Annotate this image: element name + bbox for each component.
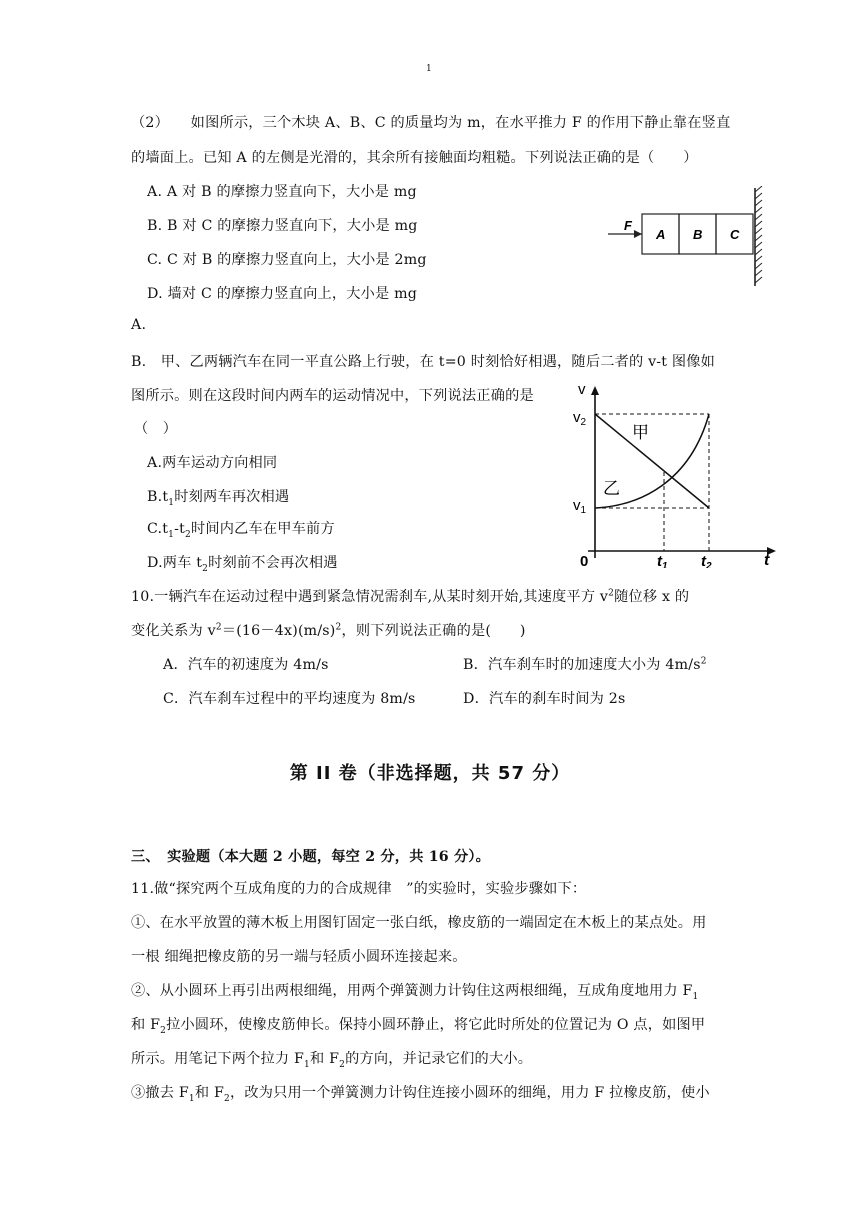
q11-step2-line3: 所示。用笔记下两个拉力 $F_1$和 $F_2$的方向，并记录它们的大小。 xyxy=(131,1051,533,1070)
block-wall-figure xyxy=(606,186,770,288)
section3-heading: 三、 实验题（本大题 2 小题，每空 2 分，共 16 分）。 xyxy=(131,849,491,865)
v-axis-label: v xyxy=(578,382,586,398)
q10-stem-line1: 10.一辆汽车在运动过程中遇到紧急情况需刹车,从某时刻开始,其速度平方 $v^2$随位移 x 的 xyxy=(131,588,690,605)
v-axis-arrow xyxy=(591,386,599,395)
q9-option-a: A.两车运动方向相同 xyxy=(147,455,278,471)
q2-stem-line2: 的墙面上。已知 A 的左侧是光滑的，其余所有接触面均粗糙。下列说法正确的是（ ） xyxy=(131,150,698,166)
block-a-label: A xyxy=(656,227,666,242)
q2-stem-line1: （2） 如图所示，三个木块 A、B、C 的质量均为 m，在水平推力 F 的作用下静止靠在竖直 xyxy=(131,115,731,131)
vt-graph xyxy=(570,382,778,568)
v2-label: $v_2$ xyxy=(573,409,587,428)
q10-option-d: D．汽车的刹车时间为 2s xyxy=(463,691,626,707)
q11-step1-line2: 一根 细绳把橡皮筋的另一端与轻质小圆环连接起来。 xyxy=(131,949,467,965)
series-jia-label: 甲 xyxy=(632,423,649,442)
block-c-label: C xyxy=(730,227,740,242)
q9-stem-line1: B. 甲、乙两辆汽车在同一平直公路上行驶，在 t=0 时刻恰好相遇，随后二者的 v-t 图像如 xyxy=(131,354,716,370)
q9-option-d: D.两车 $t_2$时刻前不会再次相遇 xyxy=(147,555,338,574)
origin-label: 0 xyxy=(580,553,589,568)
series-yi-label: 乙 xyxy=(603,479,620,498)
q11-step3-line1: ③撤去 $F_1$和 $F_2$，改为只用一个弹簧测力计钩住连接小圆环的细绳，用力 F 拉橡皮筋，使小 xyxy=(131,1085,710,1104)
q10-stem-line2: 变化关系为 $v^2=(16-4x)(m/s)^2$，则下列说法正确的是( ) xyxy=(131,622,526,639)
q11-intro: 11.做“探究两个互成角度的力的合成规律 ”的实验时，实验步骤如下： xyxy=(131,881,587,897)
q11-step2-line1: ②、从小圆环上再引出两根细绳，用两个弹簧测力计钩住这两根细绳，互成角度地用力 $F_1$ xyxy=(131,983,699,1002)
q9-stem-line2: 图所示。则在这段时间内两车的运动情况中，下列说法正确的是 xyxy=(131,388,534,404)
t1-label: $t_1$ xyxy=(657,553,668,568)
q11-step2-line2: 和 $F_2$拉小圆环，使橡皮筋伸长。保持小圆环静止，将它此时所处的位置记为 O 点，如图甲 xyxy=(131,1017,706,1036)
q9-stem-line3: （ ） xyxy=(134,421,178,437)
v1-label: $v_1$ xyxy=(573,497,587,516)
t2-label: $t_2$ xyxy=(701,553,712,568)
block-b-label: B xyxy=(693,227,703,242)
q2-option-c: C. C 对 B 的摩擦力竖直向上，大小是 2mg xyxy=(147,252,427,268)
q2-option-b: B. B 对 C 的摩擦力竖直向下，大小是 mg xyxy=(147,218,418,234)
q10-option-b: B．汽车刹车时的加速度大小为 $4m/s^2$ xyxy=(463,656,707,673)
q9-option-c: $C.t_1-t_2$时间内乙车在甲车前方 xyxy=(147,521,335,540)
q2-option-d: D. 墙对 C 的摩擦力竖直向上，大小是 mg xyxy=(147,286,418,302)
page-number: 1 xyxy=(426,64,432,74)
q10-option-a: A．汽车的初速度为 4m/s xyxy=(163,657,329,673)
force-label: F xyxy=(624,218,632,233)
t-axis-label: t xyxy=(764,552,770,568)
q10-option-c: C．汽车刹车过程中的平均速度为 8m/s xyxy=(163,691,416,707)
part2-title: 第 II 卷（非选择题，共 57 分） xyxy=(289,763,571,784)
q2-option-a: A. A 对 B 的摩擦力竖直向下，大小是 mg xyxy=(147,184,417,200)
q11-step1-line1: ①、在水平放置的薄木板上用图钉固定一张白纸，橡皮筋的一端固定在木板上的某点处。用 xyxy=(131,915,707,931)
q9-option-b: $B.t_1$时刻两车再次相遇 xyxy=(147,489,290,508)
q2-answer: A. xyxy=(131,317,147,333)
